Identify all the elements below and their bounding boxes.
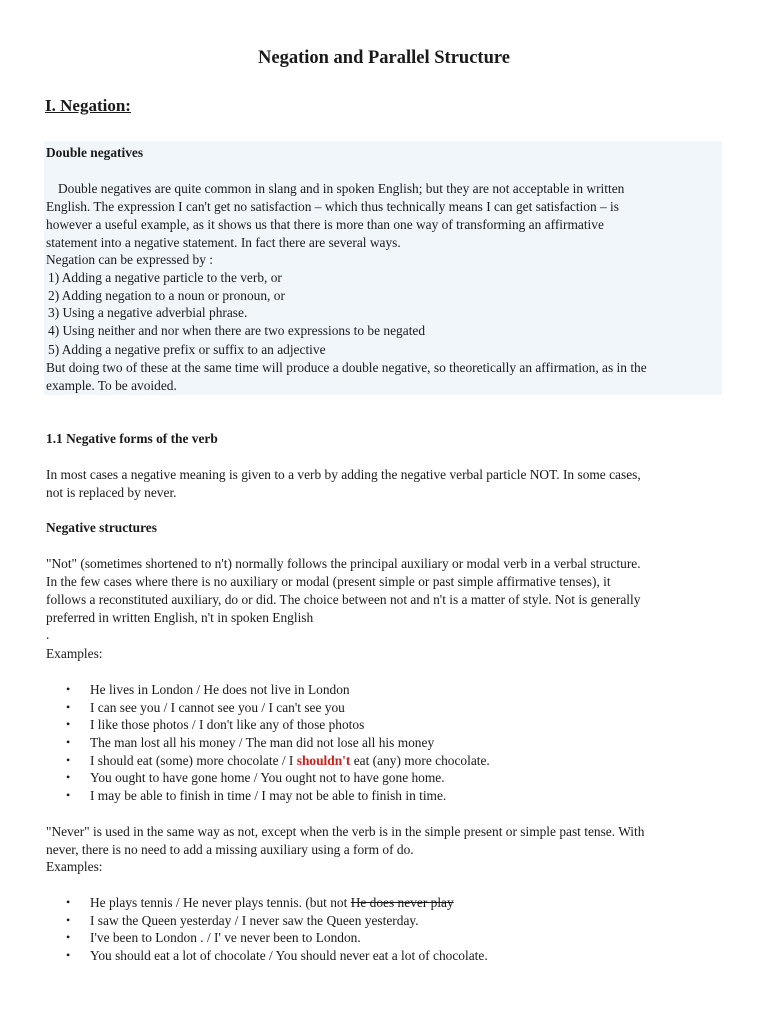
highlighted-word: shouldn't — [296, 752, 351, 768]
never-examples-list — [46, 894, 488, 965]
example-text: I saw the Queen yesterday / I never saw the Queen yesterday. — [90, 912, 419, 928]
paragraph-line: Negation can be expressed by : — [46, 252, 213, 267]
paragraph-line: In the few cases where there is no auxiliary or modal (present simple or past simple affirmative tenses), it — [46, 574, 611, 589]
paragraph-line: "Never" is used in the same way as not, except when the verb is in the simple present or simple past tense. With — [46, 824, 645, 839]
example-text: I can see you / I cannot see you / I can't see you — [90, 699, 345, 715]
list-item — [46, 787, 490, 805]
bullet-icon: • — [66, 895, 71, 909]
example-text: I may be able to finish in time / I may not be able to finish in time. — [90, 788, 447, 804]
bullet-icon: • — [66, 788, 71, 803]
example-text: The man lost all his money / The man did not lose all his money — [90, 735, 435, 751]
example-text: You ought to have gone home / You ought not to have gone home. — [90, 770, 445, 786]
paragraph-line: follows a reconstituted auxiliary, do or did. The choice between not and n't is a matter of style. Not is generally — [46, 592, 641, 607]
paragraph-line: . — [46, 627, 50, 642]
negation-method-2: 2) Adding negation to a noun or pronoun, or — [48, 288, 285, 303]
negation-method-3: 3) Using a negative adverbial phrase. — [48, 305, 248, 320]
list-item — [46, 699, 490, 717]
list-item — [46, 716, 490, 734]
negation-method-4: 4) Using neither and nor when there are two expressions to be negated — [48, 323, 426, 338]
example-text: I should eat (some) more chocolate / I — [90, 752, 297, 768]
subsection-heading-negative-forms: 1.1 Negative forms of the verb — [46, 431, 218, 446]
struck-example-text: He does never play — [350, 895, 454, 910]
list-item — [46, 681, 490, 699]
example-text: He plays tennis / He never plays tennis. (but not — [90, 895, 351, 910]
paragraph-line: But doing two of these at the same time will produce a double negative, so theoretically an affirmation, as in the — [46, 360, 647, 375]
examples-label: Examples: — [46, 859, 103, 874]
negation-method-1: 1) Adding a negative particle to the verb, or — [48, 270, 282, 285]
paragraph-line: In most cases a negative meaning is given to a verb by adding the negative verbal particle NOT. In some cases, — [46, 467, 641, 482]
list-item — [46, 734, 490, 752]
example-text: I've been to London . / I' ve never been to London. — [90, 930, 361, 946]
list-item — [46, 769, 490, 787]
list-item — [46, 752, 490, 770]
list-item — [46, 929, 488, 947]
paragraph-line: never, there is no need to add a missing auxiliary using a form of do. — [46, 842, 414, 857]
list-item — [46, 912, 488, 930]
bullet-icon: • — [66, 912, 71, 927]
paragraph-line: "Not" (sometimes shortened to n't) normally follows the principal auxiliary or modal verb in a verbal structure. — [46, 556, 641, 571]
bullet-icon: • — [66, 699, 71, 714]
subsection-heading-negative-structures: Negative structures — [46, 520, 157, 535]
paragraph-line: preferred in written English, n't in spoken English — [46, 610, 314, 625]
example-text: eat (any) more chocolate. — [350, 752, 490, 768]
paragraph-line: Double negatives are quite common in slang and in spoken English; but they are not acceptable in written — [58, 181, 625, 196]
bullet-icon: • — [66, 717, 71, 732]
paragraph-line: not is replaced by never. — [46, 485, 177, 500]
bullet-icon: • — [66, 948, 71, 963]
example-text: You should eat a lot of chocolate / You should never eat a lot of chocolate. — [90, 948, 488, 964]
double-negatives-heading: Double negatives — [46, 145, 144, 160]
paragraph-line: English. The expression I can't get no satisfaction – which thus technically means I can get satisfaction – is — [46, 199, 619, 214]
list-item — [46, 894, 488, 912]
section-heading-negation: I. Negation: — [45, 96, 131, 115]
negation-method-5: 5) Adding a negative prefix or suffix to an adjective — [48, 342, 326, 357]
paragraph-line: example. To be avoided. — [46, 378, 177, 393]
document-title: Negation and Parallel Structure — [258, 48, 510, 68]
paragraph-line: statement into a negative statement. In fact there are several ways. — [46, 235, 401, 250]
example-text: I like those photos / I don't like any of those photos — [90, 717, 365, 733]
bullet-icon: • — [66, 682, 71, 696]
examples-label: Examples: — [46, 646, 103, 661]
bullet-icon: • — [66, 770, 71, 785]
not-examples-list — [46, 681, 490, 805]
example-text: He lives in London / He does not live in London — [90, 682, 350, 697]
list-item — [46, 947, 488, 965]
paragraph-line: however a useful example, as it shows us that there is more than one way of transforming an affirmative — [46, 217, 604, 232]
bullet-icon: • — [66, 735, 71, 750]
bullet-icon: • — [66, 930, 71, 945]
bullet-icon: • — [66, 752, 71, 767]
